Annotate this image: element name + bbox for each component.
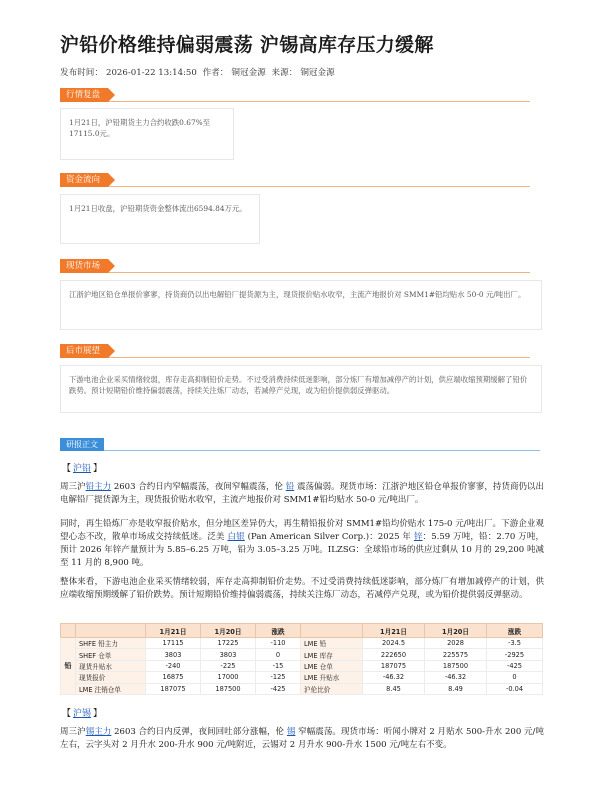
publish-label: 发布时间： bbox=[60, 68, 103, 78]
table-cell: 17115 bbox=[146, 638, 201, 649]
bracket-close: 】 bbox=[93, 464, 103, 474]
tin-lead bbox=[60, 706, 104, 719]
paragraph-1 bbox=[60, 481, 544, 507]
table-cell: 187500 bbox=[425, 660, 487, 671]
lead-lead bbox=[60, 461, 104, 474]
tin-link[interactable]: 沪锡 bbox=[73, 709, 92, 719]
table-cell: SHEF 仓单 bbox=[76, 649, 146, 660]
silver-link[interactable]: 白银 bbox=[227, 532, 245, 542]
table-cell: -125 bbox=[256, 672, 301, 683]
table-row bbox=[61, 683, 543, 694]
table-cell: -425 bbox=[256, 683, 301, 694]
text-run: 震荡偏弱。现货市场：江浙沪地区铅仓单报价寥寥，持货商仍以出电解铅厂提货源为主，现货报价贴水收窄，主流产地报价对 SMM1#铅均贴水 50-0 元/吨出厂。 bbox=[60, 482, 545, 505]
table-header-cell: 1月21日 bbox=[146, 624, 201, 638]
table-cell: -46.32 bbox=[425, 672, 487, 683]
table-cell: LME 铅 bbox=[301, 638, 363, 649]
table-header-cell: 1月20日 bbox=[425, 624, 487, 638]
section-rule bbox=[60, 272, 530, 273]
article-meta bbox=[60, 66, 338, 78]
author: 铜冠金源 bbox=[231, 68, 266, 78]
author-label: 作者： bbox=[202, 68, 229, 78]
table-header-cell bbox=[301, 624, 363, 638]
table-cell: 8.45 bbox=[363, 683, 425, 694]
text-run: 同时，再生铅炼厂亦是收窄报价贴水，但分地区差异仍大，再生精铅报价对 SMM1#铅均价贴水 175-0 元/吨出厂。下游企业观望心态不改，散单市场成交持续低迷。泛美 bbox=[60, 519, 544, 542]
table-cell: -46.32 bbox=[363, 672, 425, 683]
section-review-header bbox=[60, 88, 530, 102]
section-review-text: 1月21日，沪铅期货主力合约收跌0.67%至17115.0元。 bbox=[69, 118, 211, 138]
paragraph-4 bbox=[60, 726, 544, 752]
table-cell: -0.04 bbox=[487, 683, 543, 694]
table-header-cell: 涨跌 bbox=[487, 624, 543, 638]
page-title: 沪铅价格维持偏弱震荡 沪锡高库存压力缓解 bbox=[60, 34, 434, 56]
table-row bbox=[61, 649, 543, 660]
table-cell: LME 注销仓单 bbox=[76, 683, 146, 694]
table-group-label: 铅 bbox=[61, 638, 76, 695]
table-header-cell: 1月20日 bbox=[201, 624, 256, 638]
text-run: 2603 合约日内反弹，夜间回吐部分涨幅，伦 bbox=[114, 727, 285, 737]
table-cell: 沪伦比价 bbox=[301, 683, 363, 694]
table-row bbox=[61, 638, 543, 649]
section-rule bbox=[60, 186, 530, 187]
table-cell: -110 bbox=[256, 638, 301, 649]
source-label: 来源： bbox=[271, 68, 298, 78]
research-tag: 研报正文 bbox=[60, 438, 104, 451]
table-cell: LME 仓单 bbox=[301, 660, 363, 671]
section-outlook-text: 下游电池企业采买情绪较弱，库存走高抑制铅价走势。不过受消费持续低迷影响，部分炼厂有增加减停产的计划，供应端收缩预期缓解了铅价跌势。预计短期铅价维持偏弱震荡，持续关注炼厂动态，若减停产兑现，或为铅价提供弱反弹驱动。 bbox=[69, 375, 528, 395]
section-fund-box bbox=[60, 194, 260, 244]
table-cell: -3.5 bbox=[487, 638, 543, 649]
table-cell: 2028 bbox=[425, 638, 487, 649]
section-review-tag: 行情复盘 bbox=[60, 88, 108, 102]
paragraph-2 bbox=[60, 518, 544, 570]
text-run: (Pan American Silver Corp.)：2025 年 bbox=[247, 532, 412, 542]
price-table bbox=[60, 623, 543, 695]
bracket-open: 【 bbox=[62, 464, 72, 474]
research-rule bbox=[60, 450, 540, 451]
text-run: 2603 合约日内窄幅震荡，夜间窄幅震荡，伦 bbox=[113, 482, 284, 492]
text-run: 周三沪 bbox=[60, 482, 86, 492]
table-cell: LME 升贴水 bbox=[301, 672, 363, 683]
paragraph-3: 整体来看，下游电池企业采买情绪较弱，库存走高抑制铅价走势。不过受消费持续低迷影响，部分炼厂有增加减停产的计划，供应端收缩预期缓解了铅价跌势。预计短期铅价维持偏弱震荡，持续关注炼厂动态，若减停产兑现，或为铅价提供弱反弹驱动。 bbox=[60, 577, 544, 600]
table-cell: 17225 bbox=[201, 638, 256, 649]
lead-link[interactable]: 沪铅 bbox=[73, 464, 92, 474]
section-review-box bbox=[60, 108, 234, 160]
section-rule bbox=[60, 357, 530, 358]
section-spot-tag: 现货市场 bbox=[60, 259, 108, 273]
lead-main-link[interactable]: 铅主力 bbox=[85, 482, 112, 492]
table-header-cell bbox=[61, 624, 76, 638]
table-cell: 187500 bbox=[201, 683, 256, 694]
table-cell: -225 bbox=[201, 660, 256, 671]
section-fund-header bbox=[60, 173, 530, 187]
table-cell: 225575 bbox=[425, 649, 487, 660]
section-spot-text: 江浙沪地区铅仓单报价寥寥，持货商仍以出电解铅厂提货源为主，现货报价贴水收窄，主流产地报价对 SMM1#铅均贴水 50-0 元/吨出厂。 bbox=[69, 290, 526, 299]
table-cell: 3803 bbox=[201, 649, 256, 660]
lead-link-inline[interactable]: 铅 bbox=[285, 482, 295, 492]
table-cell: 187075 bbox=[146, 683, 201, 694]
source: 铜冠金源 bbox=[300, 68, 335, 78]
table-cell: LME 库存 bbox=[301, 649, 363, 660]
section-outlook-box bbox=[60, 365, 542, 413]
table-cell: -2925 bbox=[487, 649, 543, 660]
text-run: ：5.59 万吨，铅：2.70 万吨，预计 2026 年锌产量预计为 5.85–6.25 万吨，铅为 3.05–3.25 万吨。ILZSG：全球铅市场的供应过剩从 10 月的 29,200 吨减至 11 月的 8,900 吨。 bbox=[60, 532, 544, 568]
table-cell: 2024.5 bbox=[363, 638, 425, 649]
table-cell: 187075 bbox=[363, 660, 425, 671]
section-spot-box bbox=[60, 280, 542, 330]
table-header-cell: 1月21日 bbox=[363, 624, 425, 638]
section-fund-text: 1月21日收盘，沪铅期货资金整体流出6594.84万元。 bbox=[69, 204, 247, 213]
bracket-open: 【 bbox=[62, 709, 72, 719]
section-rule bbox=[60, 101, 530, 102]
text-run: 周三沪 bbox=[60, 727, 86, 737]
table-header-row bbox=[61, 624, 543, 638]
section-spot-header bbox=[60, 259, 530, 273]
table-cell: 现货升贴水 bbox=[76, 660, 146, 671]
table-row bbox=[61, 672, 543, 683]
table-cell: 现货报价 bbox=[76, 672, 146, 683]
table-cell: -240 bbox=[146, 660, 201, 671]
tin-link-inline[interactable]: 锡 bbox=[286, 727, 296, 737]
section-outlook-header bbox=[60, 344, 530, 358]
tin-main-link[interactable]: 锡主力 bbox=[85, 727, 112, 737]
table-cell: 17000 bbox=[201, 672, 256, 683]
table-cell: 16875 bbox=[146, 672, 201, 683]
table-cell: -15 bbox=[256, 660, 301, 671]
table-cell: 8.49 bbox=[425, 683, 487, 694]
table-row bbox=[61, 660, 543, 671]
table-cell: 0 bbox=[256, 649, 301, 660]
section-fund-tag: 资金流向 bbox=[60, 173, 108, 187]
table-header-cell bbox=[76, 624, 146, 638]
research-header bbox=[60, 438, 540, 451]
bracket-close: 】 bbox=[93, 709, 103, 719]
table-cell: 0 bbox=[487, 672, 543, 683]
table-cell: 222650 bbox=[363, 649, 425, 660]
table-cell: SHFE 铅主力 bbox=[76, 638, 146, 649]
publish-time: 2026-01-22 13:14:50 bbox=[105, 68, 197, 78]
text-run: 窄幅震荡。现货市场：听闻小牌对 2 月贴水 500-升水 200 元/吨左右，云字头对 2 月升水 200-升水 900 元/吨附近，云锡对 2 月升水 900-升水 1500 元/吨左右不变。 bbox=[60, 727, 544, 750]
section-outlook-tag: 后市展望 bbox=[60, 344, 108, 358]
table-header-cell: 涨跌 bbox=[256, 624, 301, 638]
zinc-link[interactable]: 锌 bbox=[413, 532, 423, 542]
table-cell: -425 bbox=[487, 660, 543, 671]
table-cell: 3803 bbox=[146, 649, 201, 660]
